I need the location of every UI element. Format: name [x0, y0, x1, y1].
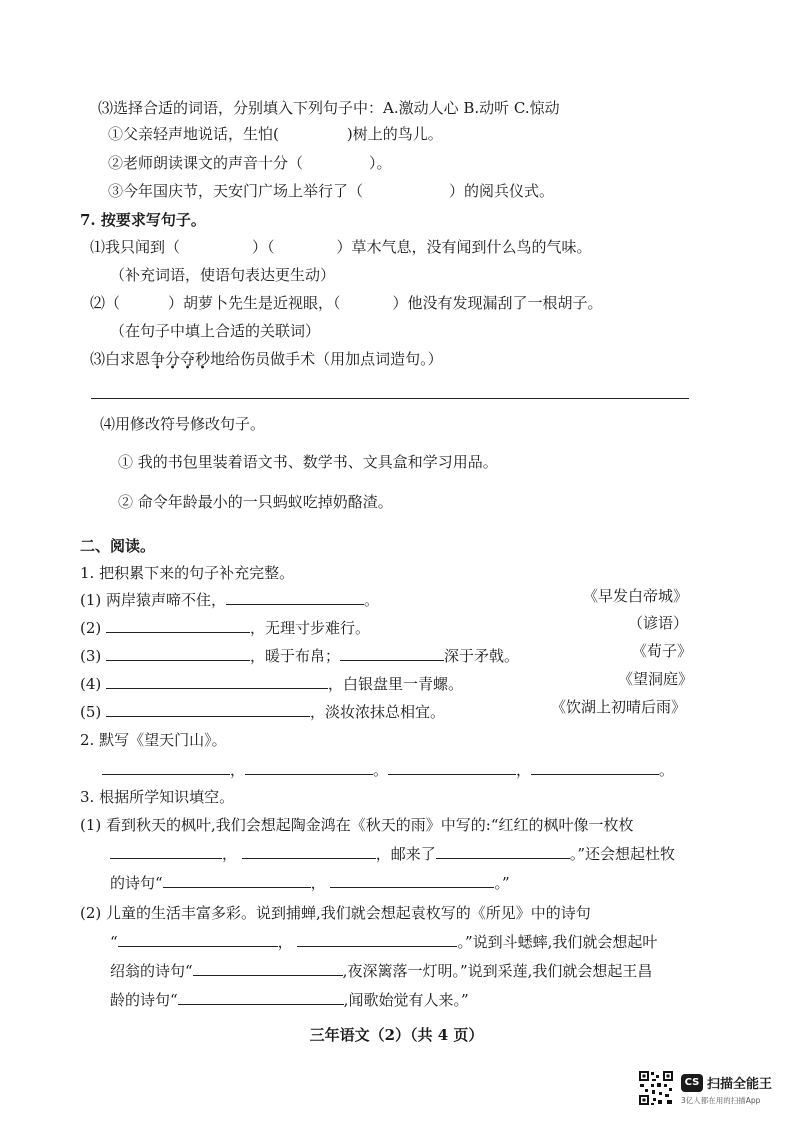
source-4: 《望洞庭》	[618, 670, 694, 688]
blank[interactable]	[110, 844, 222, 859]
blank[interactable]	[106, 674, 328, 689]
q7-1-note: （补充词语，使语句表达更生动）	[110, 266, 336, 284]
blank[interactable]	[118, 932, 278, 947]
blank[interactable]	[163, 873, 311, 888]
blank[interactable]	[242, 844, 376, 859]
q6-3-title: ⑶选择合适的词语，分别填入下列句子中：A.激动人心 B.动听 C.惊动	[98, 99, 560, 117]
blank[interactable]	[245, 760, 373, 775]
q7-2-sentence: ⑵（ ）胡萝卜先生是近视眼，（ ）他没有发现漏刮了一根胡子。	[90, 294, 603, 312]
recite-row-1: (1) 两岸猿声啼不住， 。	[80, 591, 380, 609]
q3-2-line-2: “ ， 。”说到斗蟋蟀,我们就会想起叶	[110, 933, 658, 951]
q3-2-line-1: (2) 儿童的生活丰富多彩。说到捕蝉,我们就会想起袁枚写的《所见》中的诗句	[80, 904, 591, 922]
qr-code-icon	[638, 1070, 674, 1106]
dictation-row: ， 。 ， 。	[102, 760, 674, 780]
blank[interactable]	[106, 646, 250, 661]
camscanner-tagline: 3亿人都在用的扫描App	[681, 1096, 761, 1105]
q6-3-sentence-1: ①父亲轻声地说话，生怕( )树上的鸟儿。	[108, 125, 443, 143]
recite-row-5: (5) ，淡妆浓抹总相宜。	[80, 703, 446, 721]
q3-2-line-4: 龄的诗句“ ,闻歌始觉有人来。”	[110, 991, 469, 1009]
q7-1-sentence: ⑴我只闻到（ ）（ ）草木气息，没有闻到什么鸟的气味。	[90, 238, 592, 256]
q3-1-line-2: ， ，邮来了 。”还会想起杜牧	[110, 844, 675, 864]
blank[interactable]	[436, 844, 570, 859]
q3-1-line-1: (1) 看到秋天的枫叶,我们会想起陶金鸿在《秋天的雨》中写的:“红红的枫叶像一枚枚	[80, 816, 634, 834]
q7-title: 7. 按要求写句子。	[80, 211, 206, 229]
recite-row-2: (2) ，无理寸步难行。	[80, 619, 371, 637]
blank[interactable]	[388, 760, 516, 775]
q3-1-line-3: 的诗句“ ， 。”	[110, 874, 510, 892]
blank[interactable]	[340, 646, 444, 661]
blank[interactable]	[330, 873, 494, 888]
q6-3-sentence-2: ②老师朗读课文的声音十分（ ）。	[108, 154, 392, 172]
source-3: 《荀子》	[632, 642, 693, 660]
camscanner-logo: CS	[681, 1074, 703, 1092]
q7-3-answer-line[interactable]	[91, 398, 689, 399]
q7-4-title: ⑷用修改符号修改句子。	[100, 415, 266, 433]
blank[interactable]	[193, 961, 343, 976]
blank[interactable]	[102, 760, 230, 775]
q7-2-note: （在句子中填上合适的关联词）	[110, 322, 321, 340]
q7-3-sentence: ⑶白求恩争分夺秒地给伤员做手术（用加点词造句。）	[90, 350, 443, 368]
part2-title: 二、阅读。	[80, 537, 156, 555]
blank[interactable]	[226, 590, 364, 605]
q7-4-sentence-2: ② 命令年龄最小的一只蚂蚁吃掉奶酪渣。	[118, 493, 393, 511]
q3-2-line-3: 绍翁的诗句“ ,夜深篱落一灯明。”说到采莲,我们就会想起王昌	[110, 962, 653, 980]
camscanner-name: 扫描全能王	[707, 1077, 773, 1092]
part2-q2-title: 2. 默写《望天门山》。	[80, 731, 227, 749]
part2-q3-title: 3. 根据所学知识填空。	[80, 788, 235, 806]
recite-row-3: (3) ，暖于布帛； 深于矛戟。	[80, 647, 520, 665]
blank[interactable]	[297, 932, 457, 947]
recite-row-4: (4) ，白银盘里一青螺。	[80, 675, 464, 693]
page-footer: 三年语文（2）（共 4 页）	[309, 1026, 484, 1044]
blank[interactable]	[106, 618, 250, 633]
blank[interactable]	[531, 760, 659, 775]
blank[interactable]	[178, 990, 344, 1005]
blank[interactable]	[106, 702, 310, 717]
source-5: 《饮湖上初晴后雨》	[551, 698, 687, 716]
q7-4-sentence-1: ① 我的书包里装着语文书、数学书、文具盒和学习用品。	[118, 453, 498, 471]
q6-3-sentence-3: ③今年国庆节，天安门广场上举行了（ ）的阅兵仪式。	[108, 182, 555, 200]
source-2: （谚语）	[628, 614, 689, 632]
source-1: 《早发白帝城》	[583, 587, 689, 605]
part2-q1-title: 1. 把积累下来的句子补充完整。	[80, 564, 295, 582]
